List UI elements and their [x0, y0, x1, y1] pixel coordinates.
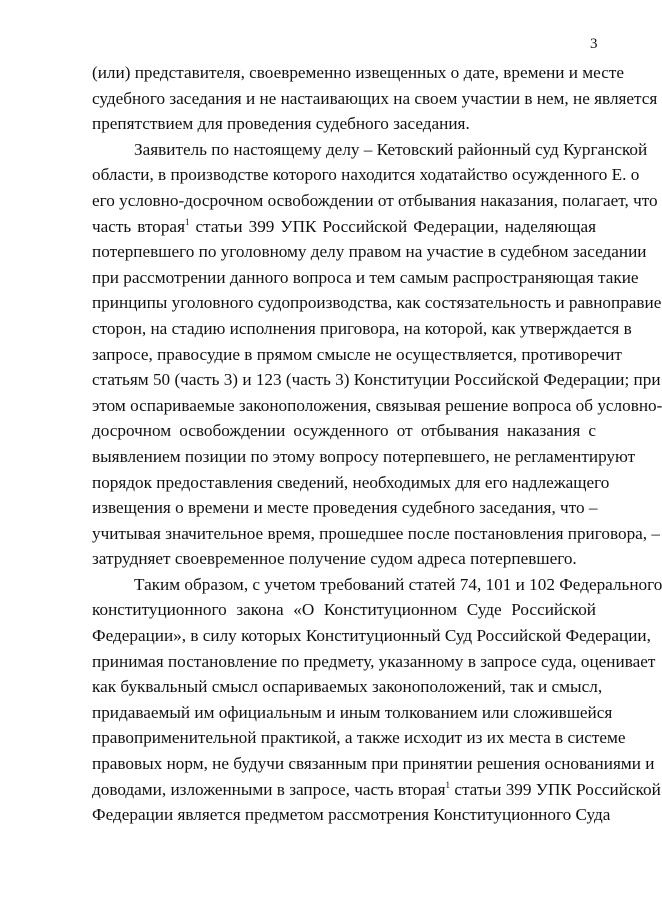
text-line: конституционного закона «О Конституционном Суде Российской — [92, 600, 596, 620]
text-segment: статьи 399 УПК Российской — [450, 779, 661, 799]
text-line: как буквальный смысл оспариваемых законоположений, так и смысл, — [92, 677, 603, 697]
text-line: Заявитель по настоящему делу – Кетовский районный суд Курганской — [134, 139, 648, 159]
text-line — [92, 777, 661, 803]
text-line: (или) представителя, своевременно извещенных о дате, времени и месте — [92, 63, 624, 82]
text-segment: доводами, изложенными в запросе, часть вторая — [92, 779, 446, 799]
page-number: 3 — [590, 36, 598, 52]
text-line: учитывая значительное время, прошедшее после постановления приговора, – — [92, 523, 660, 543]
text-line: правовых норм, не будучи связанным при принятии решения основаниями и — [92, 754, 655, 774]
text-line: правоприменительной практикой, а также исходит из их места в системе — [92, 728, 626, 748]
text-line: судебного заседания и не настаивающих на своем участии в нем, не является — [92, 88, 658, 108]
text-line: досрочном освобождении осужденного от отбывания наказания с — [92, 421, 596, 441]
document-body — [92, 60, 662, 828]
text-line: затрудняет своевременное получение судом адреса потерпевшего. — [92, 549, 577, 569]
text-line: Федерации», в силу которых Конституционный Суд Российской Федерации, — [92, 626, 651, 646]
text-line: придаваемый им официальным и иным толкованием или сложившейся — [92, 702, 613, 722]
text-line: области, в производстве которого находится ходатайство осужденного Е. о — [92, 165, 640, 185]
text-line: принципы уголовного судопроизводства, как состязательность и равноправие — [92, 293, 662, 313]
text-line: его условно-досрочном освобождении от отбывания наказания, полагает, что — [92, 190, 658, 210]
text-line: при рассмотрении данного вопроса и тем самым распространяющая такие — [92, 267, 639, 287]
text-line: сторон, на стадию исполнения приговора, на которой, как утверждается в — [92, 318, 632, 338]
text-line: статьям 50 (часть 3) и 123 (часть 3) Конституции Российской Федерации; при — [92, 370, 661, 390]
text-segment: статьи 399 УПК Российской Федерации, наделяющая — [189, 216, 596, 236]
text-line: извещения о времени и месте проведения судебного заседания, что – — [92, 498, 598, 518]
text-line: Федерации является предметом рассмотрения Конституционного Суда — [92, 805, 611, 825]
text-line — [92, 214, 596, 240]
footnote-superscript: 1 — [445, 779, 451, 790]
text-line: принимая постановление по предмету, указанному в запросе суда, оценивает — [92, 651, 656, 671]
text-line: Таким образом, с учетом требований статей 74, 101 и 102 Федерального — [134, 574, 662, 594]
text-line: потерпевшего по уголовному делу правом на участие в судебном заседании — [92, 242, 647, 262]
text-line: порядок предоставления сведений, необходимых для его надлежащего — [92, 472, 610, 492]
text-line: запросе, правосудие в прямом смысле не осуществляется, противоречит — [92, 344, 622, 364]
text-segment: часть вторая — [92, 216, 185, 236]
text-line: препятствием для проведения судебного заседания. — [92, 114, 470, 134]
footnote-superscript: 1 — [184, 216, 190, 227]
text-line: выявлением позиции по этому вопросу потерпевшего, не регламентируют — [92, 446, 636, 466]
text-line: этом оспариваемые законоположения, связывая решение вопроса об условно- — [92, 395, 662, 415]
